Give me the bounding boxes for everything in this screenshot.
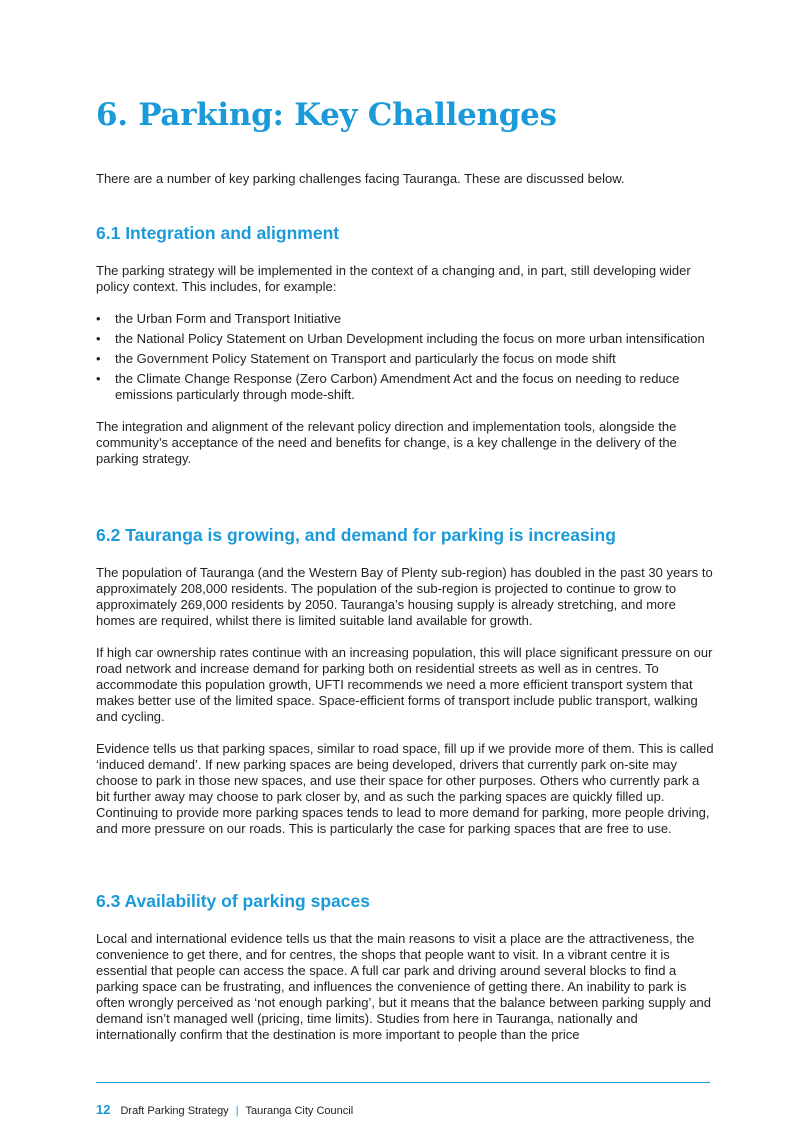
section-paragraph: The parking strategy will be implemented in the context of a changing and, in part, still developing wider policy context. This includes, for example: bbox=[96, 263, 691, 294]
section-heading: 6.3 Availability of parking spaces bbox=[96, 891, 370, 911]
list-item-text: the Urban Form and Transport Initiative bbox=[115, 311, 342, 326]
section-integration-alignment bbox=[96, 222, 716, 467]
section-paragraph: If high car ownership rates continue with an increasing population, this will place significant pressure on our road network and increase demand for parking both on residential streets as well as in centres. To accommodate this population growth, UFTI recommends we need a more efficient transport system that makes better use of the limited space. Space-efficient forms of transport include public transport, walking and cycling. bbox=[96, 645, 713, 724]
section-paragraph: Evidence tells us that parking spaces, similar to road space, fill up if we provide more of them. This is called ‘induced demand’. If new parking spaces are being developed, drivers that currently park on-site may choose to park in those new spaces, and use their space for other purposes. Others who currently park a bit further away may choose to park closer by, and as such the parking spaces are quickly filled up. Continuing to provide more parking spaces tends to lead to more demand for parking, more people driving, and more pressure on our roads. This is particularly the case for parking spaces that are free to use. bbox=[96, 741, 714, 836]
footer-organisation: Tauranga City Council bbox=[245, 1105, 354, 1117]
section-paragraph: The integration and alignment of the relevant policy direction and implementation tools, alongside the community’s acceptance of the need and benefits for change, is a key challenge in the delivery of the parking strategy. bbox=[96, 419, 677, 466]
section-availability bbox=[96, 890, 716, 1043]
section-paragraph: Local and international evidence tells us that the main reasons to visit a place are the attractiveness, the convenience to get there, and for centres, the shops that people want to visit. In a vibrant centre it is essential that people can access the space. A full car park and driving around several blocks to find a parking space can be frustrating, and influences the convenience of getting there. An inability to park is often wrongly perceived as ‘not enough parking’, but it means that the balance between parking supply and demand isn’t managed well (pricing, time limits). Studies from here in Tauranga, nationally and internationally confirm that the destination is more important to people than the price bbox=[96, 931, 712, 1042]
page-footer bbox=[96, 1102, 353, 1117]
list-item-text: the National Policy Statement on Urban Development including the focus on more urban intensification bbox=[115, 331, 705, 346]
list-item bbox=[96, 311, 716, 327]
list-item-text: the Climate Change Response (Zero Carbon) Amendment Act and the focus on needing to reduce emissions particularly through mode-shift. bbox=[115, 371, 680, 402]
list-item bbox=[96, 371, 716, 403]
bullet-icon: • bbox=[96, 311, 101, 326]
list-item bbox=[96, 351, 716, 367]
footer-separator: | bbox=[235, 1105, 239, 1117]
section-paragraph: The population of Tauranga (and the Western Bay of Plenty sub-region) has doubled in the past 30 years to approximately 208,000 residents. The population of the sub-region is projected to continue to grow to approximately 269,000 residents by 2050. Tauranga’s housing supply is already stretching, and more homes are required, whilst there is limited suitable land available for growth. bbox=[96, 565, 713, 628]
section-heading: 6.1 Integration and alignment bbox=[96, 223, 340, 243]
page-title: 6. Parking: Key Challenges bbox=[96, 97, 557, 133]
footer-document-title: Draft Parking Strategy bbox=[120, 1105, 229, 1117]
bullet-icon: • bbox=[96, 351, 101, 366]
section-heading: 6.2 Tauranga is growing, and demand for parking is increasing bbox=[96, 525, 616, 545]
list-item-text: the Government Policy Statement on Transport and particularly the focus on mode shift bbox=[115, 351, 616, 366]
section-growth-demand bbox=[96, 524, 716, 837]
list-item bbox=[96, 331, 716, 347]
bullet-list bbox=[96, 311, 716, 403]
page-number: 12 bbox=[96, 1102, 111, 1117]
bullet-icon: • bbox=[96, 331, 101, 346]
footer-divider bbox=[96, 1082, 710, 1083]
bullet-icon: • bbox=[96, 371, 101, 386]
intro-paragraph: There are a number of key parking challenges facing Tauranga. These are discussed below. bbox=[96, 171, 625, 186]
